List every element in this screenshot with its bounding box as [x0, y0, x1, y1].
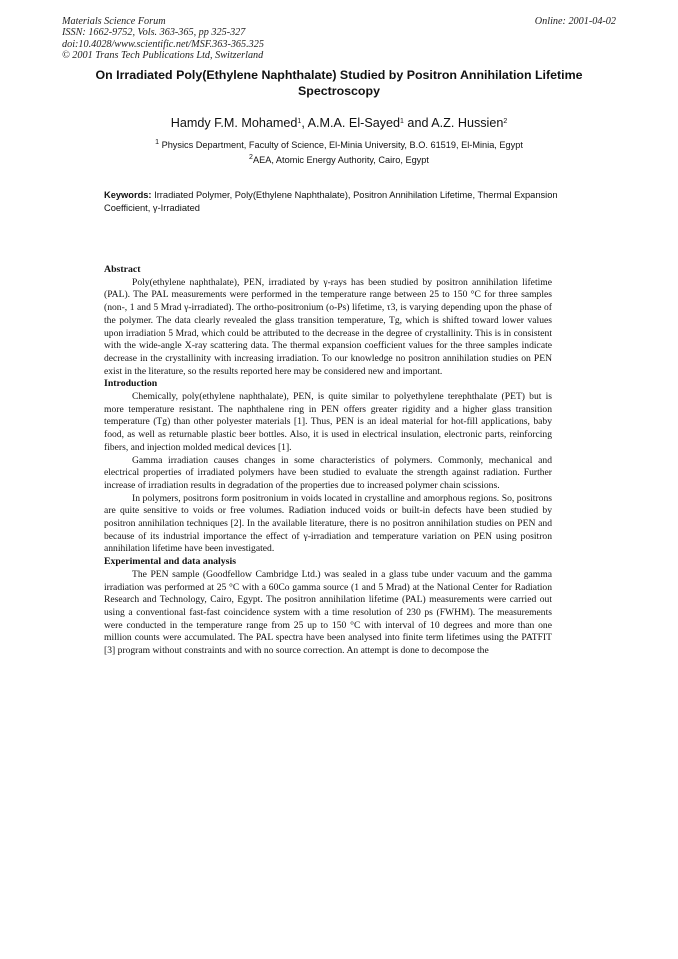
keywords-label: Keywords:	[104, 190, 152, 200]
copyright-line: © 2001 Trans Tech Publications Ltd, Switzerland	[62, 50, 264, 62]
affiliation-2	[0, 154, 678, 165]
paper-body	[104, 264, 552, 658]
author-list	[0, 116, 678, 130]
affiliation-2-sup: 2	[249, 154, 253, 161]
issn-line: ISSN: 1662-9752, Vols. 363-365, pp 325-327	[62, 27, 246, 39]
affiliation-2-text: AEA, Atomic Energy Authority, Cairo, Egypt	[252, 155, 429, 165]
experimental-text: The PEN sample (Goodfellow Cambridge Ltd.) was sealed in a glass tube under vacuum and the gamma irradiation was performed at 25 °C with a 60Co gamma source (1 and 5 Mrad) at the National Center for Radiation Research and Technology, Cairo, Egypt. The positron annihilation lifetime (PAL) measurements were carried out using a conventional fast-fast coincidence system with a time resolution of 230 ps (FWHM). The measurements were conducted in the temperature range from 25 up to 150 °C with interval of 10 degrees and more than one million counts were accumulated. The PAL spectra have been analysed into finite term lifetimes using the PATFIT [3] program without constraints and with no source correction. An attempt is done to decompose the	[104, 568, 552, 657]
author-1: Hamdy F.M. Mohamed	[170, 116, 298, 130]
intro-paragraph-3: In polymers, positrons form positronium in voids located in crystalline and amorphous regions. So, positrons are quite sensitive to voids or free volumes. Radiation induced voids or built-in defects have been studied by positron annihilation techniques [2]. In the available literature, there is no positron annihilation studies on PEN and because of its industrial importance the effect of γ-irradiation and temperature variation on PEN using positron annihilation lifetime have been investigated.	[104, 492, 552, 555]
author-separator: and	[403, 116, 432, 130]
intro-paragraph-1: Chemically, poly(ethylene naphthalate), PEN, is quite similar to polyethylene terephthalate (PET) but is more temperature resistant. The naphthalene ring in PEN offers greater rigidity and a higher glass transition temperature (Tg) than other polyester materials [1]. Thus, PEN is an ideal material for hot-fill applications, baby food, as well as returnable plastic beer bottles. Also, it is used in electrical insulation, electronic parts, reinforcing fibers, and injection molded medical devices [1].	[104, 391, 552, 453]
keywords	[104, 189, 584, 215]
introduction-heading: Introduction	[104, 378, 158, 390]
author-3-affil: 2	[503, 118, 508, 125]
journal-header	[62, 16, 264, 62]
doi-line: doi:10.4028/www.scientific.net/MSF.363-365.325	[62, 38, 264, 50]
journal-name: Materials Science Forum	[62, 16, 166, 27]
author-1-affil: 1	[297, 118, 302, 125]
online-date: Online: 2001-04-02	[534, 16, 616, 27]
author-3: A.Z. Hussien	[431, 116, 504, 130]
abstract-heading: Abstract	[104, 264, 141, 275]
author-separator: ,	[301, 116, 308, 130]
intro-paragraph-2: Gamma irradiation causes changes in some characteristics of polymers. Commonly, mechanical and electrical properties of irradiated polymers have been studied to evaluate the strength against radiation. Further increase of irradiation results in degradation of the properties due to increased polymer chain scissions.	[104, 454, 552, 491]
affiliation-1-text: Physics Department, Faculty of Science, El-Minia University, B.O. 61519, El-Minia, Egypt	[161, 140, 523, 150]
abstract-text: Poly(ethylene naphthalate), PEN, irradiated by γ-rays has been studied by positron annihilation lifetime (PAL). The PAL measurements were performed in the temperature range between 25 to 150 °C for three samples (non-, 1 and 5 Mrad γ-irradiated). The ortho-positronium (o-Ps) lifetime, τ3, is varying depending upon the phase of the polymer. The data clearly revealed the glass transition temperature, Tg, which is shifted toward lower values upon irradiation 5 Mrad, which could be attributed to the decrease in the degree of crystallinity. This is in consistent with the wide-angle X-ray scattering data. The thermal expansion coefficient values for the three samples indicate decrease in the crystallinity with increasing irradiation. To our knowledge no positron annihilation studies on PEN exist in the literature, so the results reported here may be considered new and important.	[104, 276, 552, 377]
author-2: A.M.A. El-Sayed	[307, 116, 401, 130]
affiliation-1-sup: 1	[155, 139, 159, 146]
affiliation-1	[0, 139, 678, 150]
keywords-text: Irradiated Polymer, Poly(Ethylene Naphthalate), Positron Annihilation Lifetime, Thermal Expansion Coefficient, γ-Irradiated	[104, 190, 558, 213]
paper-title: On Irradiated Poly(Ethylene Naphthalate) Studied by Positron Annihilation Lifetime Spectroscopy	[95, 68, 583, 98]
author-2-affil: 1	[400, 118, 404, 125]
experimental-heading: Experimental and data analysis	[104, 556, 237, 568]
